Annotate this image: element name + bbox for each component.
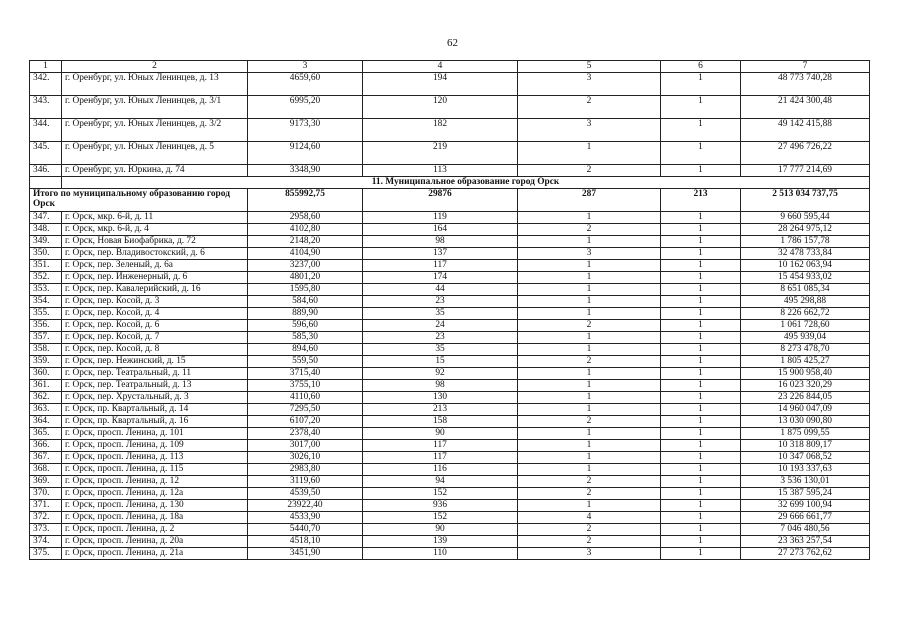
row-number: 362. bbox=[30, 392, 62, 404]
area-cell: 4533,90 bbox=[248, 512, 363, 524]
table-row bbox=[30, 524, 870, 536]
area-cell: 559,50 bbox=[248, 356, 363, 368]
cost-cell: 32 699 100,94 bbox=[741, 500, 870, 512]
col4-cell: 152 bbox=[363, 488, 518, 500]
address-cell: г. Орск, пер. Нежинский, д. 15 bbox=[62, 356, 248, 368]
table-row bbox=[30, 548, 870, 560]
col4-cell: 139 bbox=[363, 536, 518, 548]
col4-cell: 23 bbox=[363, 332, 518, 344]
page-number: 62 bbox=[447, 37, 458, 49]
col6-cell: 1 bbox=[661, 296, 741, 308]
cost-cell: 15 454 933,02 bbox=[741, 272, 870, 284]
table-row bbox=[30, 119, 870, 142]
cost-cell: 32 478 733,84 bbox=[741, 248, 870, 260]
cost-cell: 9 660 595,44 bbox=[741, 212, 870, 224]
row-number: 349. bbox=[30, 236, 62, 248]
row-number: 345. bbox=[30, 142, 62, 165]
col5-cell: 1 bbox=[518, 308, 661, 320]
address-cell: г. Орск, Новая Биофабрика, д. 72 bbox=[62, 236, 248, 248]
cost-cell: 10 162 063,94 bbox=[741, 260, 870, 272]
row-number: 357. bbox=[30, 332, 62, 344]
col5-cell: 4 bbox=[518, 512, 661, 524]
col4-cell: 35 bbox=[363, 344, 518, 356]
cost-cell: 28 264 975,12 bbox=[741, 224, 870, 236]
area-cell: 3348,90 bbox=[248, 165, 363, 177]
col6-cell: 1 bbox=[661, 96, 741, 119]
col6-cell: 1 bbox=[661, 464, 741, 476]
col5-cell: 3 bbox=[518, 548, 661, 560]
col5-cell: 2 bbox=[518, 416, 661, 428]
address-cell: г. Орск, пер. Косой, д. 4 bbox=[62, 308, 248, 320]
area-cell: 2983,80 bbox=[248, 464, 363, 476]
row-number: 347. bbox=[30, 212, 62, 224]
col5-cell: 1 bbox=[518, 500, 661, 512]
col5-cell: 1 bbox=[518, 404, 661, 416]
table-row bbox=[30, 368, 870, 380]
cost-cell: 16 023 320,29 bbox=[741, 380, 870, 392]
col5-cell: 1 bbox=[518, 272, 661, 284]
row-number: 370. bbox=[30, 488, 62, 500]
cost-cell: 1 061 728,60 bbox=[741, 320, 870, 332]
table-row bbox=[30, 260, 870, 272]
address-cell: г. Орск, пер. Инженерный, д. 6 bbox=[62, 272, 248, 284]
col4-cell: 117 bbox=[363, 440, 518, 452]
address-cell: г. Оренбург, ул. Юных Ленинцев, д. 3/1 bbox=[62, 96, 248, 119]
col4-cell: 936 bbox=[363, 500, 518, 512]
area-cell: 4102,80 bbox=[248, 224, 363, 236]
address-cell: г. Орск, просп. Ленина, д. 115 bbox=[62, 464, 248, 476]
row-number: 373. bbox=[30, 524, 62, 536]
row-number: 374. bbox=[30, 536, 62, 548]
row-number: 353. bbox=[30, 284, 62, 296]
col6-cell: 1 bbox=[661, 212, 741, 224]
col5-cell: 1 bbox=[518, 332, 661, 344]
cost-cell: 27 496 726,22 bbox=[741, 142, 870, 165]
row-number: 352. bbox=[30, 272, 62, 284]
row-number: 365. bbox=[30, 428, 62, 440]
col6-cell: 1 bbox=[661, 248, 741, 260]
cost-cell: 10 193 337,63 bbox=[741, 464, 870, 476]
address-cell: г. Орск, просп. Ленина, д. 101 bbox=[62, 428, 248, 440]
col5-cell: 3 bbox=[518, 73, 661, 96]
section-title: 11. Муниципальное образование город Орск bbox=[62, 177, 870, 189]
address-cell: г. Орск, просп. Ленина, д. 12а bbox=[62, 488, 248, 500]
total-col5: 287 bbox=[518, 189, 661, 212]
row-number: 342. bbox=[30, 73, 62, 96]
address-cell: г. Орск, мкр. 6-й, д. 11 bbox=[62, 212, 248, 224]
col4-cell: 90 bbox=[363, 524, 518, 536]
address-cell: г. Орск, пер. Косой, д. 6 bbox=[62, 320, 248, 332]
col6-cell: 1 bbox=[661, 440, 741, 452]
address-cell: г. Орск, пер. Театральный, д. 13 bbox=[62, 380, 248, 392]
area-cell: 4659,60 bbox=[248, 73, 363, 96]
col4-cell: 92 bbox=[363, 368, 518, 380]
cost-cell: 17 777 214,69 bbox=[741, 165, 870, 177]
table-row bbox=[30, 284, 870, 296]
row-number: 354. bbox=[30, 296, 62, 308]
column-number: 2 bbox=[62, 61, 248, 73]
row-number: 356. bbox=[30, 320, 62, 332]
cost-cell: 23 363 257,54 bbox=[741, 536, 870, 548]
table-row bbox=[30, 165, 870, 177]
col5-cell: 2 bbox=[518, 224, 661, 236]
table-row bbox=[30, 308, 870, 320]
cost-cell: 49 142 415,88 bbox=[741, 119, 870, 142]
col5-cell: 3 bbox=[518, 248, 661, 260]
col5-cell: 1 bbox=[518, 284, 661, 296]
area-cell: 894,60 bbox=[248, 344, 363, 356]
area-cell: 3755,10 bbox=[248, 380, 363, 392]
table-row bbox=[30, 248, 870, 260]
table-row bbox=[30, 404, 870, 416]
col5-cell: 2 bbox=[518, 536, 661, 548]
col4-cell: 137 bbox=[363, 248, 518, 260]
col6-cell: 1 bbox=[661, 452, 741, 464]
col5-cell: 2 bbox=[518, 476, 661, 488]
area-cell: 4110,60 bbox=[248, 392, 363, 404]
table-row bbox=[30, 380, 870, 392]
col4-cell: 182 bbox=[363, 119, 518, 142]
col4-cell: 219 bbox=[363, 142, 518, 165]
address-cell: г. Орск, пер. Кавалерийский, д. 16 bbox=[62, 284, 248, 296]
cost-cell: 14 960 047,09 bbox=[741, 404, 870, 416]
column-number-row bbox=[30, 61, 870, 73]
address-cell: г. Орск, пер. Косой, д. 7 bbox=[62, 332, 248, 344]
table-row bbox=[30, 392, 870, 404]
cost-cell: 1 875 099,55 bbox=[741, 428, 870, 440]
col6-cell: 1 bbox=[661, 416, 741, 428]
total-row bbox=[30, 189, 870, 212]
address-cell: г. Орск, пр. Квартальный, д. 16 bbox=[62, 416, 248, 428]
total-area: 855992,75 bbox=[248, 189, 363, 212]
row-number: 343. bbox=[30, 96, 62, 119]
column-number: 6 bbox=[661, 61, 741, 73]
row-number: 372. bbox=[30, 512, 62, 524]
col5-cell: 3 bbox=[518, 119, 661, 142]
table-row bbox=[30, 428, 870, 440]
col6-cell: 1 bbox=[661, 165, 741, 177]
col6-cell: 1 bbox=[661, 320, 741, 332]
col6-cell: 1 bbox=[661, 380, 741, 392]
cost-cell: 8 273 478,70 bbox=[741, 344, 870, 356]
cost-cell: 7 046 480,56 bbox=[741, 524, 870, 536]
col6-cell: 1 bbox=[661, 368, 741, 380]
col4-cell: 119 bbox=[363, 212, 518, 224]
col5-cell: 1 bbox=[518, 142, 661, 165]
area-cell: 5440,70 bbox=[248, 524, 363, 536]
area-cell: 7295,50 bbox=[248, 404, 363, 416]
col4-cell: 152 bbox=[363, 512, 518, 524]
address-cell: г. Орск, просп. Ленина, д. 20а bbox=[62, 536, 248, 548]
table-row bbox=[30, 236, 870, 248]
col6-cell: 1 bbox=[661, 284, 741, 296]
total-label: Итого по муниципальному образованию город Орск bbox=[30, 189, 248, 212]
col5-cell: 2 bbox=[518, 488, 661, 500]
col4-cell: 23 bbox=[363, 296, 518, 308]
col6-cell: 1 bbox=[661, 344, 741, 356]
cost-cell: 495 298,88 bbox=[741, 296, 870, 308]
cost-cell: 8 651 085,34 bbox=[741, 284, 870, 296]
column-number: 3 bbox=[248, 61, 363, 73]
col4-cell: 120 bbox=[363, 96, 518, 119]
row-number: 361. bbox=[30, 380, 62, 392]
area-cell: 6107,20 bbox=[248, 416, 363, 428]
total-col6: 213 bbox=[661, 189, 741, 212]
area-cell: 3451,90 bbox=[248, 548, 363, 560]
col6-cell: 1 bbox=[661, 356, 741, 368]
row-number: 351. bbox=[30, 260, 62, 272]
cost-cell: 27 273 762,62 bbox=[741, 548, 870, 560]
area-cell: 2958,60 bbox=[248, 212, 363, 224]
cost-cell: 3 536 130,01 bbox=[741, 476, 870, 488]
cost-cell: 48 773 740,28 bbox=[741, 73, 870, 96]
address-cell: г. Орск, просп. Ленина, д. 130 bbox=[62, 500, 248, 512]
row-number: 346. bbox=[30, 165, 62, 177]
register-table bbox=[29, 60, 870, 560]
col5-cell: 1 bbox=[518, 392, 661, 404]
table-row bbox=[30, 476, 870, 488]
row-number: 367. bbox=[30, 452, 62, 464]
area-cell: 3237,00 bbox=[248, 260, 363, 272]
area-cell: 6995,20 bbox=[248, 96, 363, 119]
col4-cell: 116 bbox=[363, 464, 518, 476]
col4-cell: 98 bbox=[363, 380, 518, 392]
table-row bbox=[30, 416, 870, 428]
col6-cell: 1 bbox=[661, 224, 741, 236]
row-number: 360. bbox=[30, 368, 62, 380]
section-row bbox=[30, 177, 870, 189]
row-number: 359. bbox=[30, 356, 62, 368]
area-cell: 889,90 bbox=[248, 308, 363, 320]
area-cell: 1595,80 bbox=[248, 284, 363, 296]
table-row bbox=[30, 536, 870, 548]
cost-cell: 495 939,04 bbox=[741, 332, 870, 344]
col6-cell: 1 bbox=[661, 500, 741, 512]
col5-cell: 2 bbox=[518, 165, 661, 177]
col6-cell: 1 bbox=[661, 536, 741, 548]
col4-cell: 90 bbox=[363, 428, 518, 440]
row-number: 364. bbox=[30, 416, 62, 428]
col4-cell: 44 bbox=[363, 284, 518, 296]
col4-cell: 110 bbox=[363, 548, 518, 560]
col6-cell: 1 bbox=[661, 548, 741, 560]
col6-cell: 1 bbox=[661, 428, 741, 440]
address-cell: г. Орск, пер. Театральный, д. 11 bbox=[62, 368, 248, 380]
table-row bbox=[30, 488, 870, 500]
cost-cell: 1 786 157,78 bbox=[741, 236, 870, 248]
col4-cell: 35 bbox=[363, 308, 518, 320]
address-cell: г. Орск, просп. Ленина, д. 12 bbox=[62, 476, 248, 488]
area-cell: 596,60 bbox=[248, 320, 363, 332]
column-number: 7 bbox=[741, 61, 870, 73]
area-cell: 3715,40 bbox=[248, 368, 363, 380]
row-number: 355. bbox=[30, 308, 62, 320]
column-number: 1 bbox=[30, 61, 62, 73]
total-col4: 29876 bbox=[363, 189, 518, 212]
col6-cell: 1 bbox=[661, 476, 741, 488]
cost-cell: 15 387 595,24 bbox=[741, 488, 870, 500]
area-cell: 2148,20 bbox=[248, 236, 363, 248]
area-cell: 3026,10 bbox=[248, 452, 363, 464]
address-cell: г. Орск, просп. Ленина, д. 21а bbox=[62, 548, 248, 560]
cost-cell: 10 347 068,52 bbox=[741, 452, 870, 464]
cost-cell: 1 805 425,27 bbox=[741, 356, 870, 368]
table-row bbox=[30, 142, 870, 165]
cost-cell: 23 226 844,05 bbox=[741, 392, 870, 404]
table-row bbox=[30, 452, 870, 464]
area-cell: 9124,60 bbox=[248, 142, 363, 165]
row-number: 344. bbox=[30, 119, 62, 142]
section-spacer bbox=[30, 177, 62, 189]
col4-cell: 15 bbox=[363, 356, 518, 368]
table-row bbox=[30, 272, 870, 284]
total-cost: 2 513 034 737,75 bbox=[741, 189, 870, 212]
address-cell: г. Орск, пр. Квартальный, д. 14 bbox=[62, 404, 248, 416]
cost-cell: 29 666 661,77 bbox=[741, 512, 870, 524]
col4-cell: 98 bbox=[363, 236, 518, 248]
row-number: 368. bbox=[30, 464, 62, 476]
address-cell: г. Орск, просп. Ленина, д. 2 bbox=[62, 524, 248, 536]
table-row bbox=[30, 440, 870, 452]
address-cell: г. Оренбург, ул. Юркина, д. 74 bbox=[62, 165, 248, 177]
cost-cell: 13 030 090,80 bbox=[741, 416, 870, 428]
table-row bbox=[30, 464, 870, 476]
address-cell: г. Оренбург, ул. Юных Ленинцев, д. 5 bbox=[62, 142, 248, 165]
row-number: 348. bbox=[30, 224, 62, 236]
col5-cell: 1 bbox=[518, 344, 661, 356]
table-row bbox=[30, 332, 870, 344]
cost-cell: 15 900 958,40 bbox=[741, 368, 870, 380]
col6-cell: 1 bbox=[661, 73, 741, 96]
table-row bbox=[30, 212, 870, 224]
col6-cell: 1 bbox=[661, 404, 741, 416]
area-cell: 3017,00 bbox=[248, 440, 363, 452]
col6-cell: 1 bbox=[661, 236, 741, 248]
row-number: 375. bbox=[30, 548, 62, 560]
cost-cell: 10 318 809,17 bbox=[741, 440, 870, 452]
table-row bbox=[30, 356, 870, 368]
area-cell: 4539,50 bbox=[248, 488, 363, 500]
address-cell: г. Орск, просп. Ленина, д. 109 bbox=[62, 440, 248, 452]
row-number: 369. bbox=[30, 476, 62, 488]
address-cell: г. Орск, просп. Ленина, д. 113 bbox=[62, 452, 248, 464]
address-cell: г. Орск, пер. Владивостокский, д. 6 bbox=[62, 248, 248, 260]
col5-cell: 2 bbox=[518, 320, 661, 332]
col6-cell: 1 bbox=[661, 260, 741, 272]
col4-cell: 94 bbox=[363, 476, 518, 488]
col5-cell: 1 bbox=[518, 380, 661, 392]
col4-cell: 117 bbox=[363, 260, 518, 272]
area-cell: 23922,40 bbox=[248, 500, 363, 512]
col6-cell: 1 bbox=[661, 512, 741, 524]
area-cell: 4518,10 bbox=[248, 536, 363, 548]
col4-cell: 117 bbox=[363, 452, 518, 464]
address-cell: г. Орск, пер. Косой, д. 8 bbox=[62, 344, 248, 356]
area-cell: 584,60 bbox=[248, 296, 363, 308]
col5-cell: 2 bbox=[518, 356, 661, 368]
address-cell: г. Орск, пер. Зеленый, д. 6а bbox=[62, 260, 248, 272]
table-row bbox=[30, 96, 870, 119]
table-row bbox=[30, 296, 870, 308]
row-number: 366. bbox=[30, 440, 62, 452]
col4-cell: 174 bbox=[363, 272, 518, 284]
col6-cell: 1 bbox=[661, 308, 741, 320]
col5-cell: 2 bbox=[518, 524, 661, 536]
table-row bbox=[30, 500, 870, 512]
col5-cell: 1 bbox=[518, 296, 661, 308]
row-number: 358. bbox=[30, 344, 62, 356]
col5-cell: 2 bbox=[518, 96, 661, 119]
table-row bbox=[30, 344, 870, 356]
area-cell: 585,30 bbox=[248, 332, 363, 344]
address-cell: г. Оренбург, ул. Юных Ленинцев, д. 3/2 bbox=[62, 119, 248, 142]
area-cell: 3119,60 bbox=[248, 476, 363, 488]
col5-cell: 1 bbox=[518, 452, 661, 464]
area-cell: 4104,90 bbox=[248, 248, 363, 260]
col5-cell: 1 bbox=[518, 428, 661, 440]
table-row bbox=[30, 512, 870, 524]
address-cell: г. Орск, пер. Косой, д. 3 bbox=[62, 296, 248, 308]
table-body bbox=[30, 61, 870, 560]
cost-cell: 21 424 300,48 bbox=[741, 96, 870, 119]
area-cell: 4801,20 bbox=[248, 272, 363, 284]
column-number: 4 bbox=[363, 61, 518, 73]
col6-cell: 1 bbox=[661, 272, 741, 284]
col6-cell: 1 bbox=[661, 392, 741, 404]
col5-cell: 1 bbox=[518, 368, 661, 380]
address-cell: г. Орск, мкр. 6-й, д. 4 bbox=[62, 224, 248, 236]
col4-cell: 24 bbox=[363, 320, 518, 332]
row-number: 371. bbox=[30, 500, 62, 512]
area-cell: 9173,30 bbox=[248, 119, 363, 142]
table-row bbox=[30, 73, 870, 96]
col4-cell: 113 bbox=[363, 165, 518, 177]
col4-cell: 158 bbox=[363, 416, 518, 428]
col5-cell: 1 bbox=[518, 236, 661, 248]
address-cell: г. Орск, пер. Хрустальный, д. 3 bbox=[62, 392, 248, 404]
table-row bbox=[30, 224, 870, 236]
col6-cell: 1 bbox=[661, 524, 741, 536]
table-row bbox=[30, 320, 870, 332]
area-cell: 2378,40 bbox=[248, 428, 363, 440]
col6-cell: 1 bbox=[661, 119, 741, 142]
col5-cell: 1 bbox=[518, 212, 661, 224]
address-cell: г. Орск, просп. Ленина, д. 18а bbox=[62, 512, 248, 524]
col5-cell: 1 bbox=[518, 440, 661, 452]
col4-cell: 130 bbox=[363, 392, 518, 404]
col4-cell: 194 bbox=[363, 73, 518, 96]
column-number: 5 bbox=[518, 61, 661, 73]
address-cell: г. Оренбург, ул. Юных Ленинцев, д. 13 bbox=[62, 73, 248, 96]
col5-cell: 1 bbox=[518, 464, 661, 476]
col5-cell: 1 bbox=[518, 260, 661, 272]
col6-cell: 1 bbox=[661, 332, 741, 344]
col6-cell: 1 bbox=[661, 142, 741, 165]
cost-cell: 8 226 662,72 bbox=[741, 308, 870, 320]
col4-cell: 164 bbox=[363, 224, 518, 236]
col4-cell: 213 bbox=[363, 404, 518, 416]
col6-cell: 1 bbox=[661, 488, 741, 500]
row-number: 363. bbox=[30, 404, 62, 416]
row-number: 350. bbox=[30, 248, 62, 260]
